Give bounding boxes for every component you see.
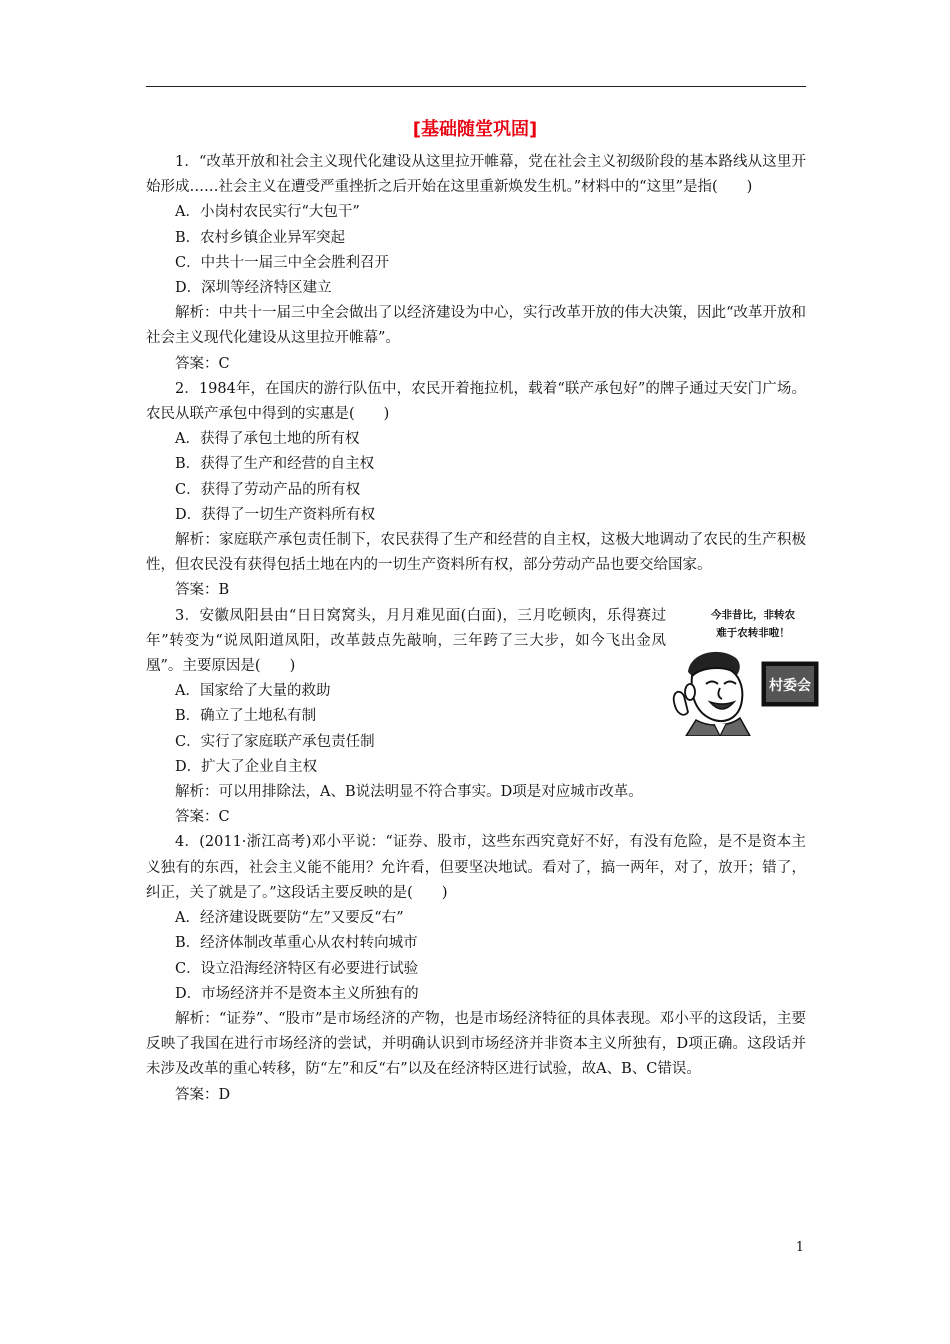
q1-option-a: A．小岗村农民实行“大包干” xyxy=(175,204,360,221)
q4-option-d: D．市场经济并不是资本主义所独有的 xyxy=(175,985,419,1002)
q1-option-b: B．农村乡镇企业异军突起 xyxy=(175,229,346,246)
q4-stem: 4．(2011·浙江高考)邓小平说：“证券、股市，这些东西究竟好不好，有没有危险，是不是资本主义独有的东西，社会主义能不能用？允许看，但要坚决地试。看对了，搞一两年，对了，放开；错了，纠正，关了就是了。”这段话主要反映的是( ) xyxy=(146,834,806,901)
cartoon-caption-line-1: 今非昔比，非转农 xyxy=(711,608,795,621)
cartoon-caption xyxy=(678,606,828,642)
q4-option-a: A．经济建设既要防“左”又要反“右” xyxy=(175,910,404,927)
section-title: [基础随堂巩固] xyxy=(412,119,538,140)
q1-option-d: D．深圳等经济特区建立 xyxy=(175,280,332,297)
q1-stem: 1．“改革开放和社会主义现代化建设从这里拉开帷幕，党在社会主义初级阶段的基本路线从这里开始形成……社会主义在遭受严重挫折之后开始在这里重新焕发生机。”材料中的“这里”是指( ) xyxy=(146,154,806,196)
cartoon-sign-text: 村委会 xyxy=(769,677,811,694)
q3-analysis: 解析：可以用排除法，A、B说法明显不符合事实。D项是对应城市改革。 xyxy=(175,784,643,801)
q2-option-b: B．获得了生产和经营的自主权 xyxy=(175,456,375,473)
header-rule xyxy=(146,86,806,87)
q1-option-c: C．中共十一届三中全会胜利召开 xyxy=(175,254,390,271)
q3-answer: 答案：C xyxy=(175,809,230,826)
q1-answer: 答案：C xyxy=(175,355,230,372)
q4-option-b: B．经济体制改革重心从农村转向城市 xyxy=(175,935,418,952)
question-content xyxy=(146,150,811,1108)
q1-analysis: 解析：中共十一届三中全会做出了以经济建设为中心，实行改革开放的伟大决策，因此“改革开放和社会主义现代化建设从这里拉开帷幕”。 xyxy=(146,305,806,347)
q3-option-b: B．确立了土地私有制 xyxy=(175,708,317,725)
q2-option-d: D．获得了一切生产资料所有权 xyxy=(175,506,376,523)
q3-block xyxy=(146,604,811,780)
q3-option-c: C．实行了家庭联产承包责任制 xyxy=(175,733,375,750)
q4-answer: 答案：D xyxy=(175,1086,231,1103)
cartoon-illustration xyxy=(670,606,830,736)
q2-option-a: A．获得了承包土地的所有权 xyxy=(175,431,360,448)
q4-option-c: C．设立沿海经济特区有必要进行试验 xyxy=(175,960,419,977)
q3-option-d: D．扩大了企业自主权 xyxy=(175,758,318,775)
cartoon-figure-icon xyxy=(670,642,830,736)
q2-analysis: 解析：家庭联产承包责任制下，农民获得了生产和经营的自主权，这极大地调动了农民的生产积极性，但农民没有获得包括土地在内的一切生产资料所有权，部分劳动产品也要交给国家。 xyxy=(146,532,806,574)
page-number: 1 xyxy=(795,1240,804,1255)
q2-answer: 答案：B xyxy=(175,582,230,599)
q2-option-c: C．获得了劳动产品的所有权 xyxy=(175,481,361,498)
q3-option-a: A．国家给了大量的救助 xyxy=(175,683,331,700)
q4-analysis: 解析：“证券”、“股市”是市场经济的产物，也是市场经济特征的具体表现。邓小平的这段话，主要反映了我国在进行市场经济的尝试，并明确认识到市场经济并非资本主义所独有，D项正确。这段话并未涉及改革的重心转移，防“左”和反“右”以及在经济特区进行试验，故A、B、C错误。 xyxy=(146,1010,806,1078)
q2-stem: 2．1984年，在国庆的游行队伍中，农民开着拖拉机，载着“联产承包好”的牌子通过天安门广场。农民从联产承包中得到的实惠是( ) xyxy=(146,380,806,423)
cartoon-caption-line-2: 难于农转非啦！ xyxy=(716,626,790,639)
q3-stem: 3．安徽凤阳县由“日日窝窝头，月月难见面(白面)，三月吃顿肉，乐得赛过年”转变为“说凤阳道凤阳，改革鼓点先敲响，三年跨了三大步，如今飞出金凤凰”。主要原因是( ) xyxy=(146,607,666,675)
